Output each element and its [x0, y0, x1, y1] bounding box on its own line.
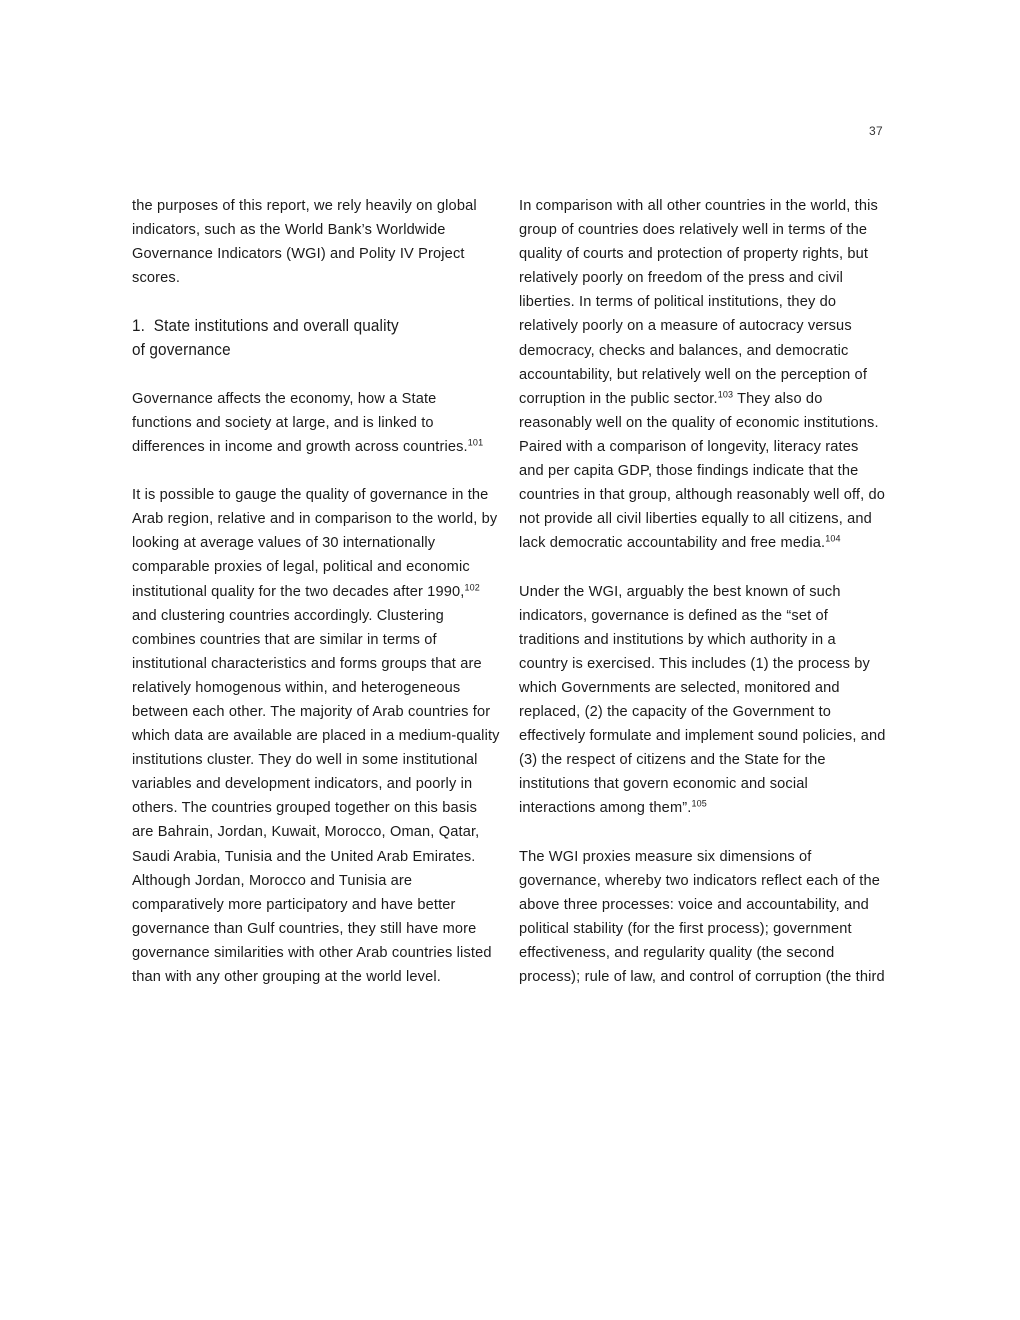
section-heading-line1: 1. State institutions and overall quality	[132, 316, 399, 336]
comparison-paragraph-text-b: They also do reasonably well on the quality of economic institutions. Paired with a comparison of longevity, literacy rates and per capita GDP, those findings indicate that the countries in that group, although reasonably well off, do not provide all civil liberties equally to all citizens, and lack democratic accountability and free media.	[519, 390, 886, 552]
section-heading	[132, 314, 463, 362]
comparison-paragraph	[519, 194, 887, 555]
footnote-ref-102[interactable]: 102	[464, 581, 480, 592]
governance-paragraph	[132, 387, 500, 459]
section-heading-line2: of governance	[132, 340, 231, 360]
governance-paragraph-text: Governance affects the economy, how a State functions and society at large, and is linked to differences in income and growth across countries.	[132, 390, 468, 455]
footnote-ref-103[interactable]: 103	[717, 389, 734, 400]
right-column	[519, 194, 887, 1013]
left-column	[132, 194, 500, 1013]
wgi-definition-paragraph-text: Under the WGI, arguably the best known of such indicators, governance is defined as the “set of traditions and institutions by which authority in a country is exercised. This includes (1) the process by which Governments are selected, monitored and replaced, (2) the capacity of the Government to effectively formulate and implement sound policies, and (3) the respect of citizens and the State for the institutions that govern economic and social interactions among them”.	[519, 583, 886, 817]
page-number: 37	[869, 124, 883, 138]
comparison-paragraph-text-a: In comparison with all other countries in the world, this group of countries does relatively well in terms of the quality of courts and protection of property rights, but relatively poorly on freedom of the press and civil liberties. In terms of political institutions, they do relatively poorly on a measure of autocracy versus democracy, checks and balances, and democratic accountability, but relatively well on the perception of corruption in the public sector.	[519, 198, 878, 407]
footnote-ref-101[interactable]: 101	[467, 437, 484, 448]
clustering-paragraph-text-a: It is possible to gauge the quality of governance in the Arab region, relative and in comparison to the world, by looking at average values of 30 internationally comparable proxies of legal, political and economic institutional quality for the two decades after 1990,	[132, 487, 498, 600]
clustering-paragraph	[132, 483, 500, 989]
intro-paragraph: the purposes of this report, we rely heavily on global indicators, such as the World Bank’s Worldwide Governance Indicators (WGI) and Polity IV Project scores.	[132, 198, 477, 287]
wgi-definition-paragraph	[519, 580, 887, 821]
footnote-ref-105[interactable]: 105	[691, 798, 707, 809]
wgi-dimensions-paragraph: The WGI proxies measure six dimensions of governance, whereby two indicators reflect each of the above three processes: voice and accountability, and political stability (for the first process); government effectiveness, and regularity quality (the second process); rule of law, and control of corruption (the third	[519, 848, 885, 985]
clustering-paragraph-text-b: and clustering countries accordingly. Clustering combines countries that are similar in terms of institutional characteristics and forms groups that are relatively homogenous within, and heterogeneous between each other. The majority of Arab countries for which data are available are placed in a medium-quality institutions cluster. They do well in some institutional variables and development indicators, and poorly in others. The countries grouped together on this basis are Bahrain, Jordan, Kuwait, Morocco, Oman, Qatar, Saudi Arabia, Tunisia and the United Arab Emirates. Although Jordan, Morocco and Tunisia are comparatively more participatory and have better governance than Gulf countries, they still have more governance similarities with other Arab countries listed than with any other grouping at the world level.	[132, 607, 500, 986]
footnote-ref-104[interactable]: 104	[825, 533, 841, 544]
